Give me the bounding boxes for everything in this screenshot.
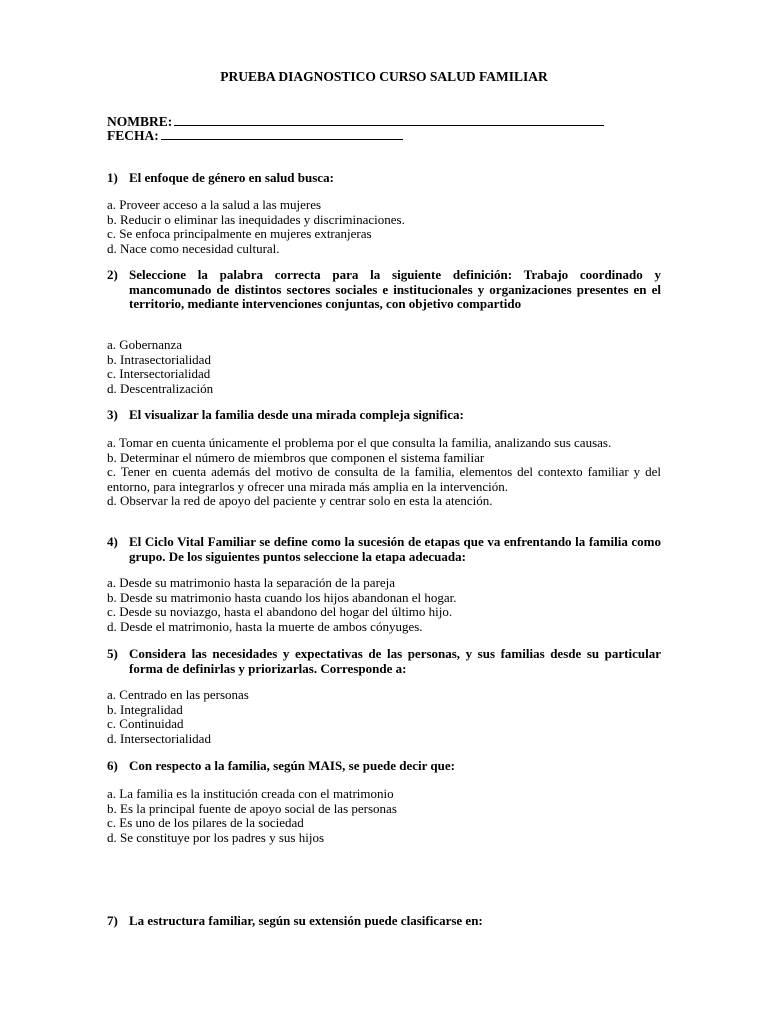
question-6 xyxy=(107,759,661,774)
question-number: 7) xyxy=(107,913,118,928)
nombre-blank-line[interactable] xyxy=(174,114,604,126)
question-text: La estructura familiar, según su extensión puede clasificarse en: xyxy=(129,913,483,928)
question-text: El Ciclo Vital Familiar se define como la sucesión de etapas que va enfrentando la familia como grupo. De los siguientes puntos seleccione la etapa adecuada: xyxy=(129,534,661,564)
question-3 xyxy=(107,408,661,423)
option-d: d. Descentralización xyxy=(107,380,214,396)
option-d: d. Nace como necesidad cultural. xyxy=(107,240,280,256)
document-title: PRUEBA DIAGNOSTICO CURSO SALUD FAMILIAR xyxy=(220,69,548,84)
question-number: 1) xyxy=(107,170,118,185)
option-b: b. Integralidad xyxy=(107,701,183,717)
question-2-options xyxy=(107,338,661,396)
question-number: 4) xyxy=(107,534,118,549)
question-3-options xyxy=(107,436,661,509)
option-d: d. Desde el matrimonio, hasta la muerte de ambos cónyuges. xyxy=(107,618,423,634)
question-2 xyxy=(107,268,661,312)
question-1-options xyxy=(107,198,661,256)
question-text: El enfoque de género en salud busca: xyxy=(129,170,334,185)
question-number: 5) xyxy=(107,646,118,661)
option-d: d. Intersectorialidad xyxy=(107,730,211,746)
option-a: a. Desde su matrimonio hasta la separación de la pareja xyxy=(107,575,396,590)
option-b: b. Reducir o eliminar las inequidades y discriminaciones. xyxy=(107,211,405,227)
option-c: c. Se enfoca principalmente en mujeres extranjeras xyxy=(107,226,372,241)
option-c: c. Es uno de los pilares de la sociedad xyxy=(107,815,304,830)
option-a: a. Tomar en cuenta únicamente el problema por el que consulta la familia, analizando sus causas. xyxy=(107,435,612,450)
nombre-label: NOMBRE: xyxy=(107,114,173,129)
option-a: a. Centrado en las personas xyxy=(107,687,249,702)
option-c: c. Intersectorialidad xyxy=(107,366,211,381)
option-b: b. Es la principal fuente de apoyo social de las personas xyxy=(107,800,397,816)
option-b: b. Desde su matrimonio hasta cuando los hijos abandonan el hogar. xyxy=(107,589,457,605)
option-a: a. Gobernanza xyxy=(107,337,183,352)
question-7 xyxy=(107,914,661,929)
fecha-label: FECHA: xyxy=(107,128,159,143)
question-text: Seleccione la palabra correcta para la siguiente definición: Trabajo coordinado y mancomunado de distintos sectores sociales e institucionales y organizaciones presentes en el territorio, mediante intervenciones conjuntas, con objetivo compartido xyxy=(129,267,661,311)
option-c: c. Tener en cuenta además del motivo de consulta de la familia, elementos del contexto familiar y del entorno, para integrarlos y ofrecer una mirada más amplia en la intervención. xyxy=(107,464,661,494)
option-d: d. Observar la red de apoyo del paciente y centrar solo en esta la atención. xyxy=(107,493,493,508)
question-number: 2) xyxy=(107,267,118,282)
option-c: c. Continuidad xyxy=(107,716,184,731)
option-b: b. Intrasectorialidad xyxy=(107,351,211,367)
fecha-field xyxy=(107,128,403,144)
question-5-options xyxy=(107,688,661,746)
question-6-options xyxy=(107,787,661,845)
question-text: Con respecto a la familia, según MAIS, se puede decir que: xyxy=(129,758,455,773)
question-1 xyxy=(107,171,661,186)
option-d: d. Se constituye por los padres y sus hijos xyxy=(107,829,325,845)
option-b: b. Determinar el número de miembros que componen el sistema familiar xyxy=(107,449,485,465)
fecha-blank-line[interactable] xyxy=(161,128,403,140)
question-text: Considera las necesidades y expectativas de las personas, y sus familias desde su particular forma de definirlas y priorizarlas. Corresponde a: xyxy=(129,646,661,676)
option-c: c. Desde su noviazgo, hasta el abandono del hogar del último hijo. xyxy=(107,604,453,619)
question-number: 6) xyxy=(107,758,118,773)
question-4 xyxy=(107,535,661,564)
option-a: a. La familia es la institución creada con el matrimonio xyxy=(107,786,394,801)
question-number: 3) xyxy=(107,407,118,422)
question-4-options xyxy=(107,576,661,634)
option-a: a. Proveer acceso a la salud a las mujeres xyxy=(107,197,322,212)
question-text: El visualizar la familia desde una mirada compleja significa: xyxy=(129,407,464,422)
question-5 xyxy=(107,647,661,676)
